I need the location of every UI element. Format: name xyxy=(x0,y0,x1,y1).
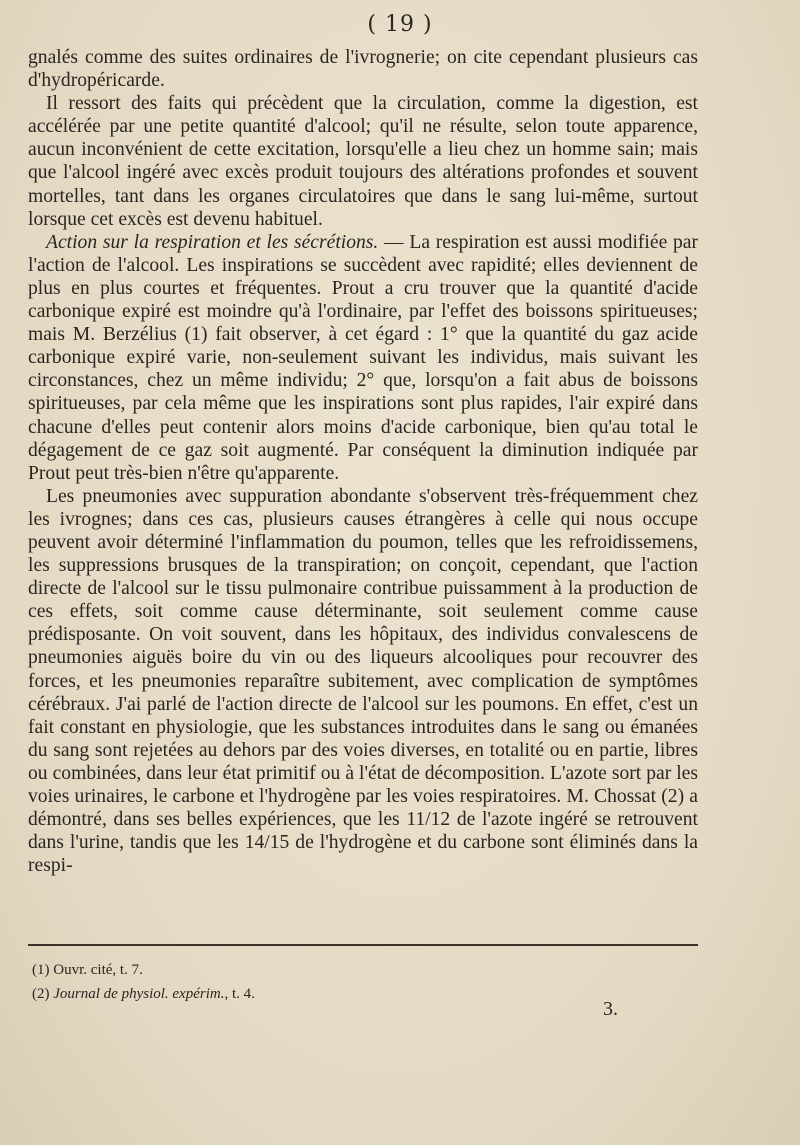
paragraph-respiration xyxy=(28,231,698,485)
footnote-text: , t. 4. xyxy=(224,986,255,1002)
footnotes xyxy=(32,958,632,1006)
footnote-1 xyxy=(32,958,632,982)
page-number: ( 19 ) xyxy=(367,12,433,37)
paragraph-pneumonies: Les pneumonies avec suppuration abondante s'observent très-fréquemment chez les ivrognes; dans ces cas, plusieurs causes étrangères à celle qui nous occupe peuvent avoir déterminé l'inflammation du poumon, telles que les refroidissemens, les suppressions brusques de la transpiration; on conçoit, cependant, que l'action directe de l'alcool sur le tissu pulmonaire contribue puissamment à la production de ces effets, soit comme cause déterminante, soit seulement comme cause prédisposante. On voit souvent, dans les hôpitaux, des individus convalescens de pneumonies aiguës boire du vin ou des liqueurs alcooliques pour recouvrer des forces, et les pneumonies reparaître subitement, avec complication de symptômes cérébraux. J'ai parlé de l'action directe de l'alcool sur les poumons. En effet, c'est un fait constant en physiologie, que les substances introduites dans le sang ou émanées du sang sont rejetées au dehors par des voies diverses, en totalité ou en partie, libres ou combinées, dans leur état primitif ou à l'état de décomposition. L'azote sort par les voies urinaires, le carbone et l'hydrogène par les voies respiratoires. M. Chossat (2) a démontré, dans ses belles expériences, que les 11/12 de l'azote ingéré se retrouvent dans l'urine, tandis que les 14/15 de l'hydrogène et du carbone sont éliminés dans la respi- xyxy=(28,485,698,877)
footnote-rule xyxy=(28,944,698,946)
body-text xyxy=(28,46,698,877)
paragraph-continuation: gnalés comme des suites ordinaires de l'ivrognerie; on cite cependant plusieurs cas d'hydropéricarde. xyxy=(28,47,698,92)
signature-mark: 3. xyxy=(603,998,618,1020)
section-heading-respiration: Action sur la respiration et les sécrétions. xyxy=(46,231,379,253)
footnote-marker: (1) xyxy=(32,962,50,978)
footnote-text: Ouvr. cité, t. 7. xyxy=(53,962,143,978)
footnote-marker: (2) xyxy=(32,986,50,1002)
footnote-2 xyxy=(32,982,632,1006)
paragraph-circulation-summary: Il ressort des faits qui précèdent que la circulation, comme la digestion, est accélérée par une petite quantité d'alcool; qu'il ne résulte, selon toute apparence, aucun inconvénient de cette excitation, lorsqu'elle a lieu chez un homme sain; mais que l'alcool ingéré avec excès produit toujours des altérations profondes et souvent mortelles, tant dans les organes circulatoires que dans le sang lui-même, surtout lorsque cet excès est devenu habituel. xyxy=(28,93,698,230)
footnote-journal-title: Journal de physiol. expérim. xyxy=(53,986,225,1002)
paragraph-respiration-text: — La respiration est aussi modifiée par l'action de l'alcool. Les inspirations se succèdent avec rapidité; elles deviennent de plus en plus courtes et fréquentes. Prout a cru trouver que la quantité d'acide carbonique expiré est moindre qu'à l'ordinaire, par l'effet des boissons spiritueuses; mais M. Berzélius (1) fait observer, à cet égard : 1° que la quantité du gaz acide carbonique expiré varie, non-seulement suivant les individus, mais suivant les circonstances, chez un même individu; 2° que, lorsqu'on a fait abus de boissons spiritueuses, par cela même que les inspirations sont plus rapides, l'air expiré dans chacune d'elles peut contenir alors moins d'acide carbonique, bien qu'au total le dégagement de ce gaz soit augmenté. Par conséquent la diminution indiquée par Prout peut très-bien n'être qu'apparente. xyxy=(28,231,698,484)
